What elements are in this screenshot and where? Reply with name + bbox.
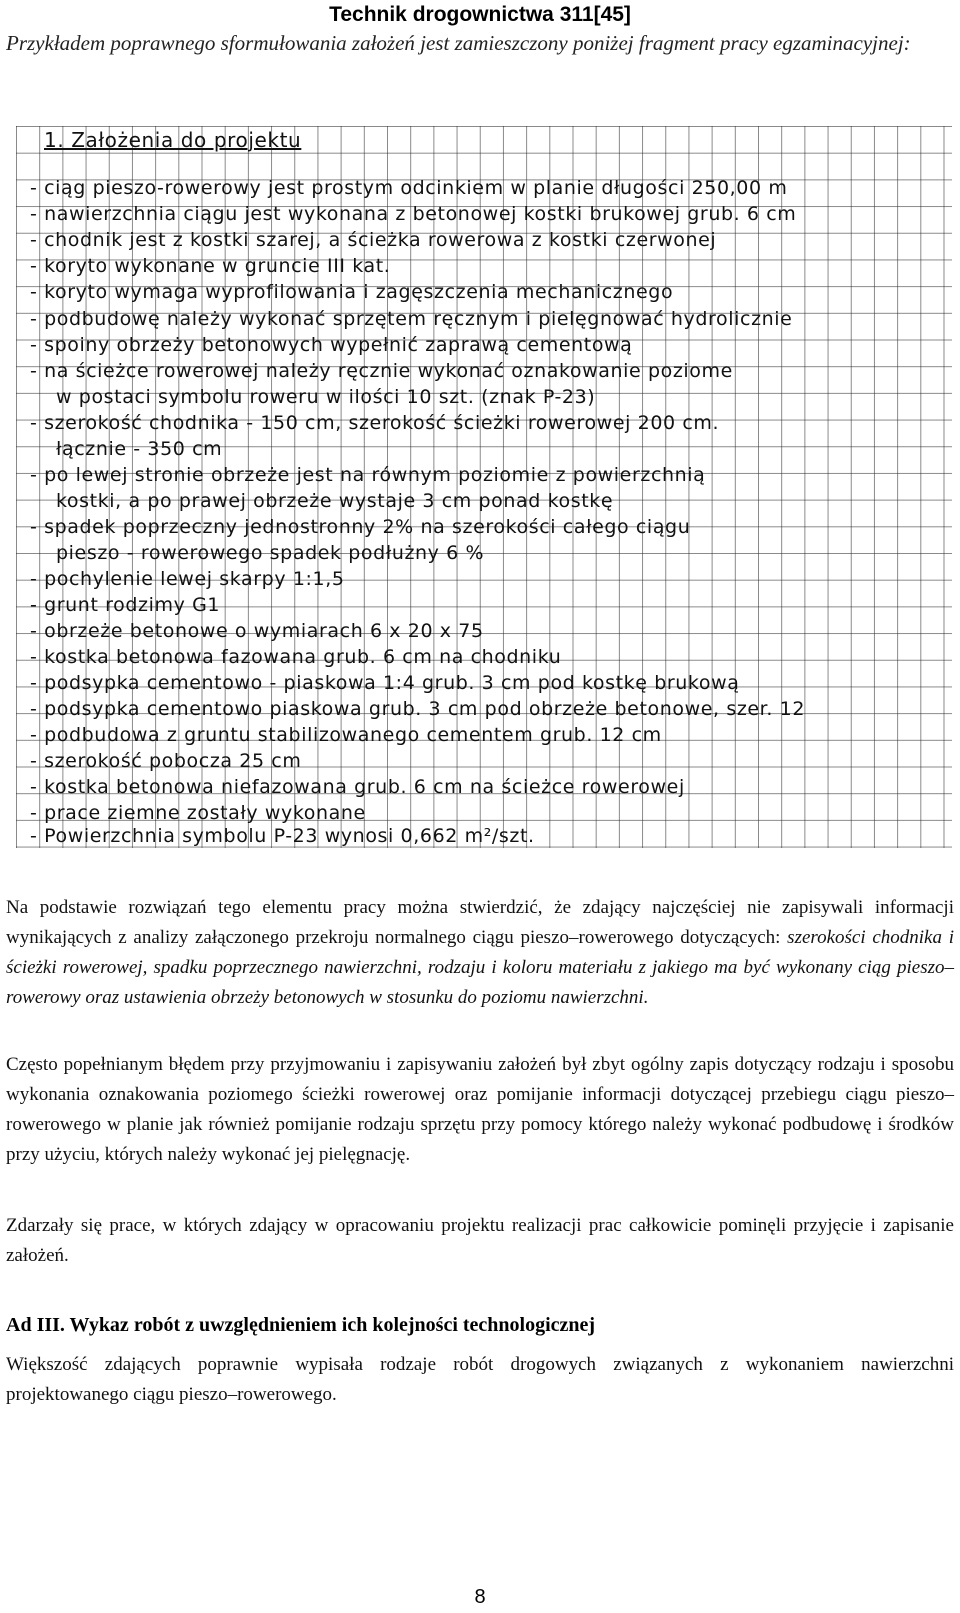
paragraph-analysis-italic: szerokości chodnika i ścieżki rowerowej, spadku poprzecznego nawierzchni, rodzaju i koloru materiału z jakiego ma być wykonany ciąg pieszo–rowerowy oraz ustawienia obrzeży betonowych w stosunku do poziomu nawierzchni. [6, 927, 955, 1008]
handwritten-line: - szerokość chodnika - 150 cm, szerokość ścieżki rowerowej 200 cm. [30, 412, 720, 434]
handwritten-line: kostki, a po prawej obrzeże wystaje 3 cm ponad kostkę [56, 490, 614, 512]
handwritten-line: - na ścieżce rowerowej należy ręcznie wykonać oznakowanie poziome [30, 360, 733, 382]
handwritten-line: - podbudowa z gruntu stabilizowanego cementem grub. 12 cm [30, 724, 662, 746]
handwritten-line: - koryto wykonane w gruncie III kat. [30, 255, 391, 277]
handwritten-line: - prace ziemne zostały wykonane [30, 802, 366, 824]
handwritten-line: - grunt rodzimy G1 [30, 594, 221, 616]
handwritten-line: - ciąg pieszo-rowerowy jest prostym odcinkiem w planie długości 250,00 m [30, 177, 788, 199]
paragraph-common-errors: Często popełnianym błędem przy przyjmowaniu i zapisywaniu założeń był zbyt ogólny zapis dotyczący rodzaju i sposobu wykonania oznakowania poziomego ścieżki rowerowej oraz pomijanie informacji dotyczącej przebiegu ciągu pieszo–rowerowego w planie jak również pomijanie rodzaju sprzętu przy pomocy którego należy wykonać podbudowę i środków przy użyciu, których należy wykonać jej pielęgnację. [6, 1054, 954, 1165]
handwritten-line: - pochylenie lewej skarpy 1:1,5 [30, 568, 345, 590]
section-title: Ad III. Wykaz robót z uwzględnieniem ich kolejności technologicznej [6, 1314, 596, 1336]
handwritten-line: - po lewej stronie obrzeże jest na równym poziomie z powierzchnią [30, 464, 706, 486]
paragraph-works-list: Większość zdających poprawnie wypisała rodzaje robót drogowych związanych z wykonaniem nawierzchni projektowanego ciągu pieszo–rowerowego. [6, 1354, 954, 1405]
handwritten-line: pieszo - rowerowego spadek podłużny 6 % [56, 542, 485, 564]
handwritten-line: - kostka betonowa fazowana grub. 6 cm na chodniku [30, 646, 562, 668]
handwritten-line: - podbudowę należy wykonać sprzętem ręcznym i pielęgnować hydrolicznie [30, 308, 793, 330]
handwritten-line: - podsypka cementowo - piaskowa 1:4 grub. 3 cm pod kostkę brukową [30, 672, 740, 694]
handwritten-line: - szerokość pobocza 25 cm [30, 750, 302, 772]
page-title: Technik drogownictwa 311[45] [329, 3, 631, 26]
handwritten-line: - Powierzchnia symbolu P-23 wynosi 0,662 m²/szt. [30, 825, 535, 847]
paragraph-analysis [6, 893, 954, 1013]
handwritten-line: - kostka betonowa niefazowana grub. 6 cm na ścieżce rowerowej [30, 776, 685, 798]
handwritten-heading: 1. Założenia do projektu [44, 128, 302, 152]
paragraph-analysis-text: Na podstawie rozwiązań tego elementu pracy można stwierdzić, że zdający najczęściej nie zapisywali informacji wynikających z analizy załączonego przekroju normalnego ciągu pieszo–rowerowego dotyczących: [6, 897, 954, 948]
handwritten-line: w postaci symbolu roweru w ilości 10 szt. (znak P-23) [56, 386, 596, 408]
handwritten-line: - koryto wymaga wyprofilowania i zagęszczenia mechanicznego [30, 281, 674, 303]
handwritten-line: - chodnik jest z kostki szarej, a ścieżka rowerowa z kostki czerwonej [30, 229, 717, 251]
handwritten-scan [16, 126, 952, 848]
page-number: 8 [474, 1586, 486, 1608]
handwritten-line: - obrzeże betonowe o wymiarach 6 x 20 x 75 [30, 620, 484, 642]
intro-text: Przykładem poprawnego sformułowania założeń jest zamieszczony poniżej fragment pracy egzaminacyjnej: [6, 31, 911, 55]
paragraph-omitted: Zdarzały się prace, w których zdający w opracowaniu projektu realizacji prac całkowicie pominęli przyjęcie i zapisanie założeń. [6, 1215, 954, 1266]
handwritten-line: - spadek poprzeczny jednostronny 2% na szerokości całego ciągu [30, 516, 691, 538]
handwritten-line: - spoiny obrzeży betonowych wypełnić zaprawą cementową [30, 334, 633, 356]
handwritten-line: - podsypka cementowo piaskowa grub. 3 cm pod obrzeże betonowe, szer. 12 [30, 698, 806, 720]
handwritten-line: - nawierzchnia ciągu jest wykonana z betonowej kostki brukowej grub. 6 cm [30, 203, 797, 225]
handwritten-line: łącznie - 350 cm [56, 438, 223, 460]
